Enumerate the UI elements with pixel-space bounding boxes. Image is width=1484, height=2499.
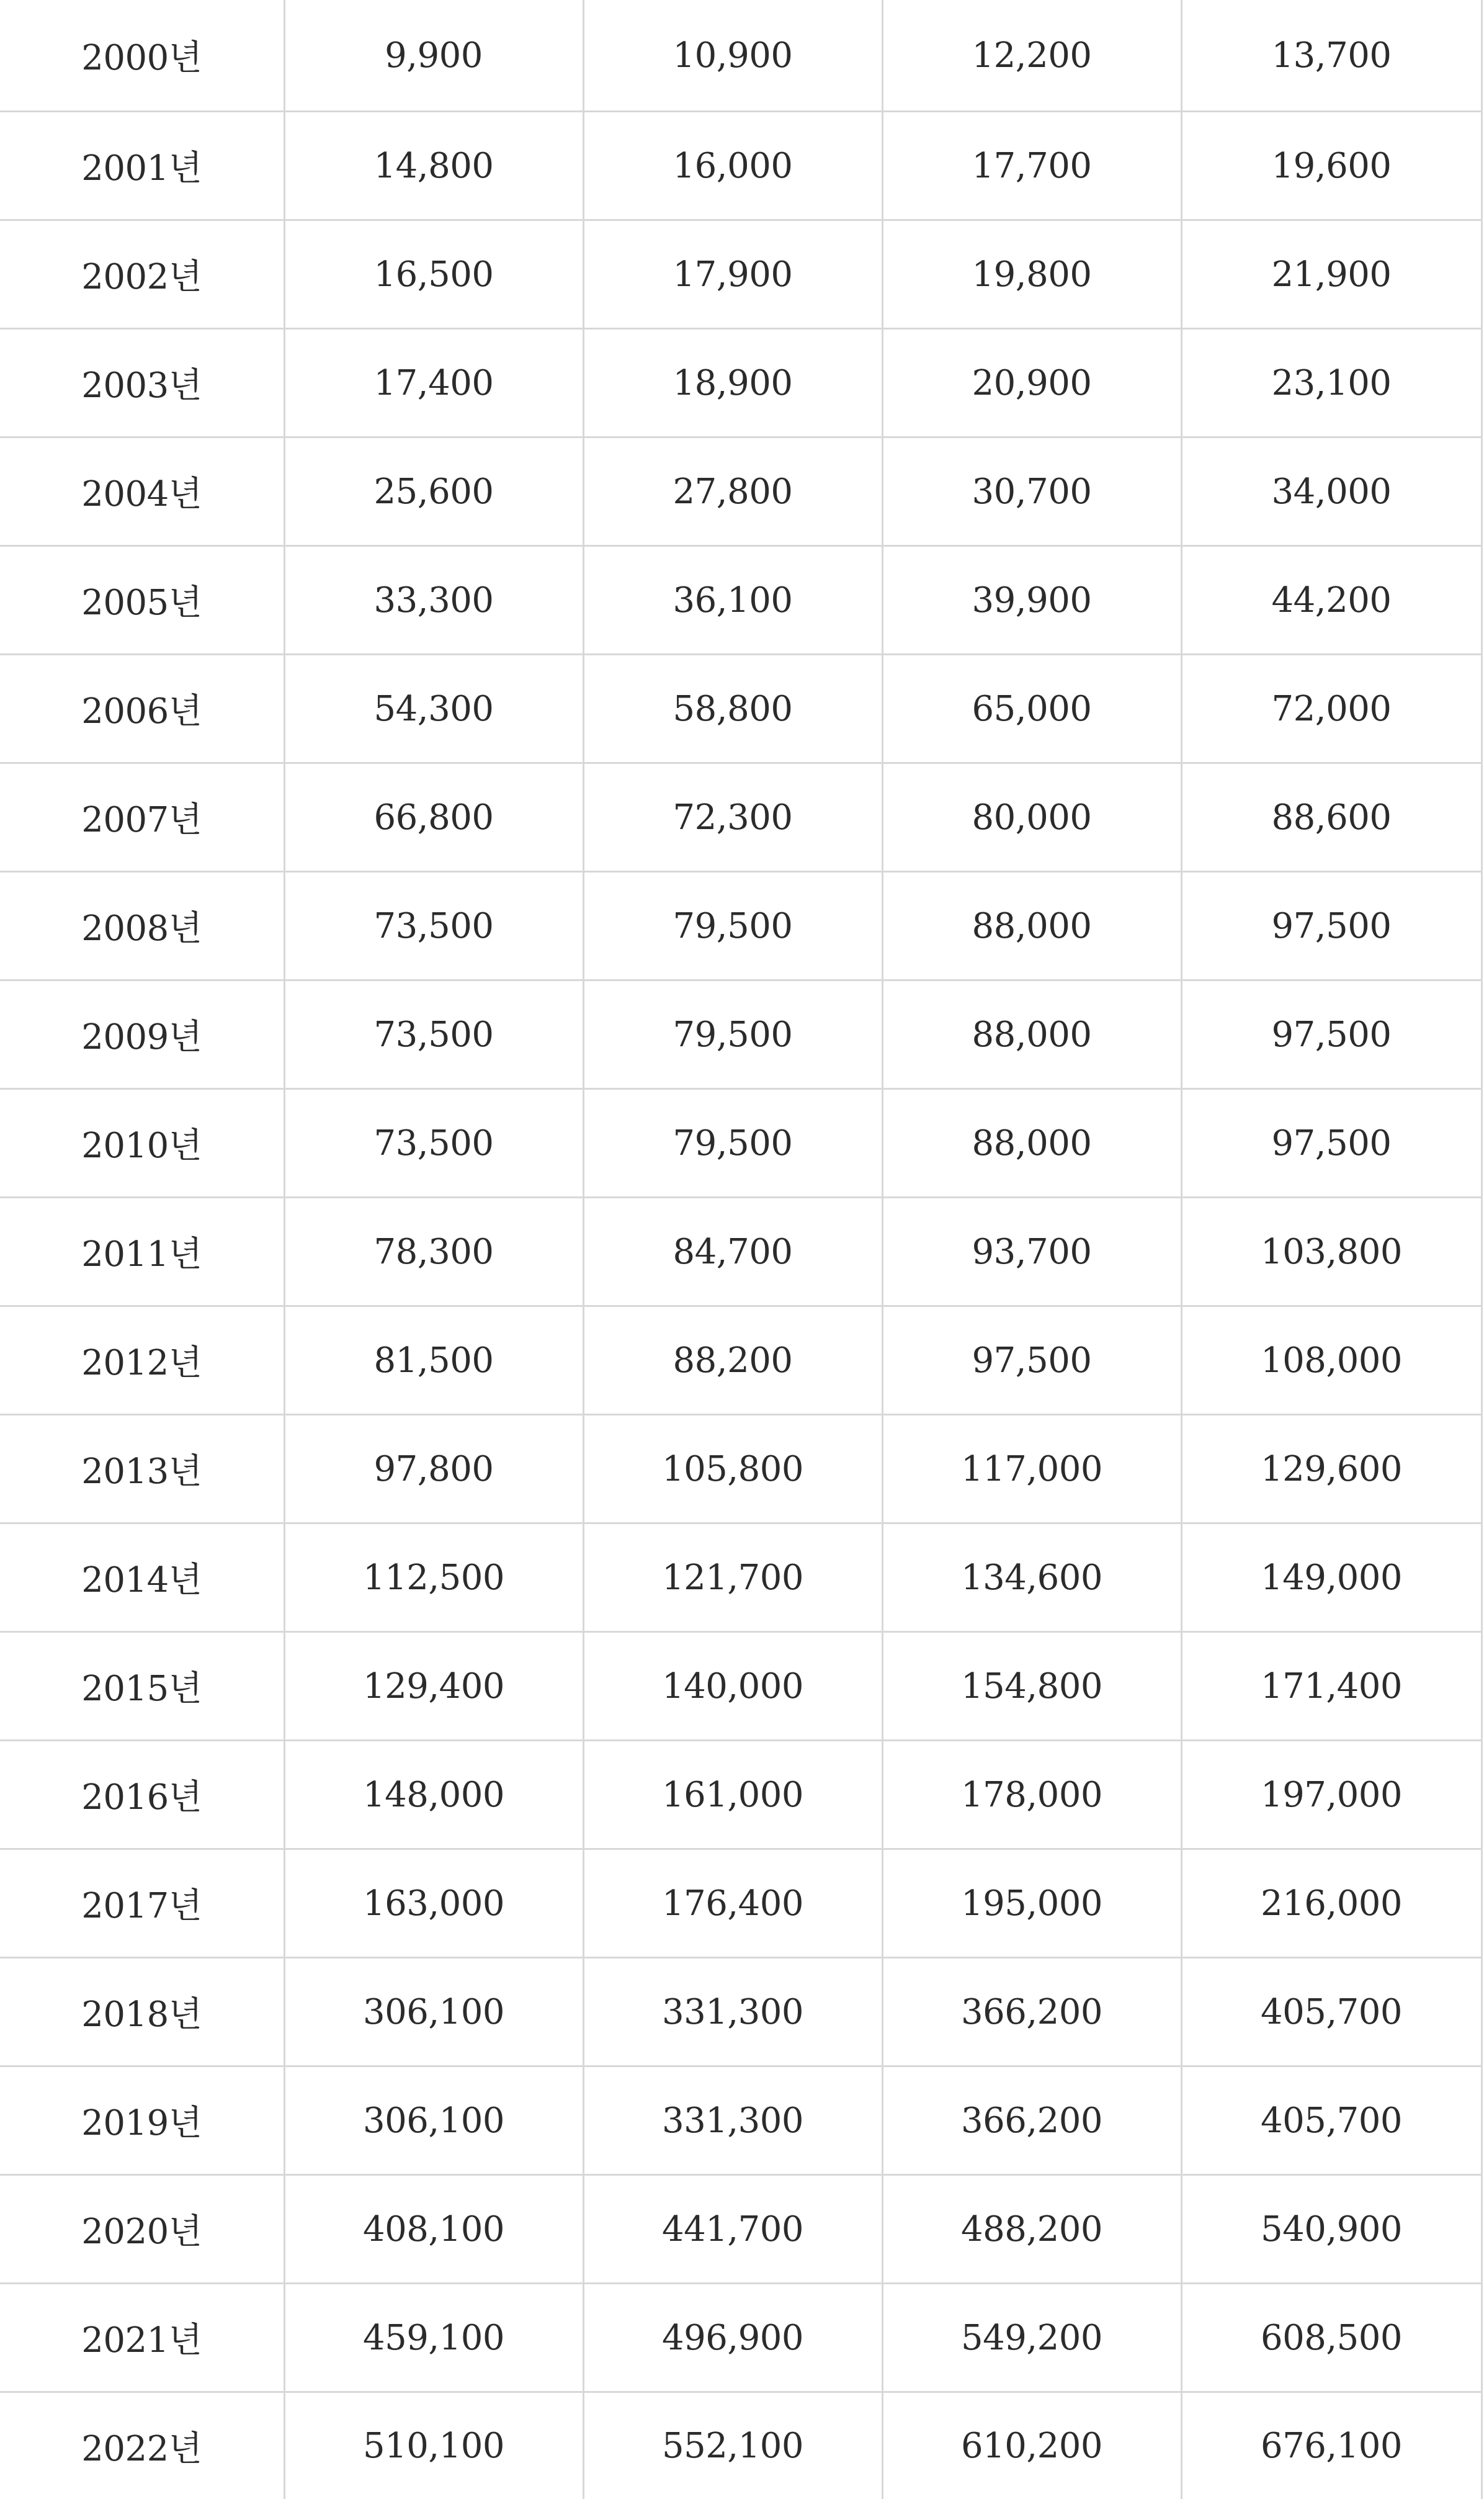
value-cell: 134,600 bbox=[882, 1523, 1181, 1632]
value-cell: 549,200 bbox=[882, 2284, 1181, 2392]
value-cell: 44,200 bbox=[1181, 546, 1482, 655]
value-cell: 72,300 bbox=[583, 763, 882, 872]
value-cell: 36,100 bbox=[583, 546, 882, 655]
value-cell: 105,800 bbox=[583, 1415, 882, 1523]
value-cell: 65,000 bbox=[882, 655, 1181, 763]
value-cell: 306,100 bbox=[284, 2066, 583, 2175]
table-row bbox=[0, 2284, 1482, 2392]
value-cell: 405,700 bbox=[1181, 2066, 1482, 2175]
value-cell: 117,000 bbox=[882, 1415, 1181, 1523]
table-row bbox=[0, 763, 1482, 872]
table-row bbox=[0, 1849, 1482, 1958]
value-cell: 97,500 bbox=[1181, 872, 1482, 980]
value-cell: 97,500 bbox=[882, 1306, 1181, 1415]
year-cell: 2008년 bbox=[0, 872, 284, 980]
table-row bbox=[0, 1198, 1482, 1306]
value-cell: 331,300 bbox=[583, 1958, 882, 2066]
value-cell: 14,800 bbox=[284, 112, 583, 220]
value-cell: 97,500 bbox=[1181, 980, 1482, 1089]
value-cell: 510,100 bbox=[284, 2392, 583, 2499]
value-cell: 195,000 bbox=[882, 1849, 1181, 1958]
value-cell: 17,900 bbox=[583, 220, 882, 329]
value-cell: 88,000 bbox=[882, 872, 1181, 980]
value-cell: 306,100 bbox=[284, 1958, 583, 2066]
value-cell: 19,600 bbox=[1181, 112, 1482, 220]
table-row bbox=[0, 1741, 1482, 1849]
value-cell: 73,500 bbox=[284, 980, 583, 1089]
year-cell: 2015년 bbox=[0, 1632, 284, 1741]
value-cell: 20,900 bbox=[882, 329, 1181, 437]
table-row bbox=[0, 2066, 1482, 2175]
value-cell: 103,800 bbox=[1181, 1198, 1482, 1306]
value-cell: 25,600 bbox=[284, 437, 583, 546]
value-cell: 216,000 bbox=[1181, 1849, 1482, 1958]
value-cell: 16,500 bbox=[284, 220, 583, 329]
year-cell: 2013년 bbox=[0, 1415, 284, 1523]
value-cell: 34,000 bbox=[1181, 437, 1482, 546]
year-cell: 2016년 bbox=[0, 1741, 284, 1849]
year-cell: 2005년 bbox=[0, 546, 284, 655]
value-cell: 23,100 bbox=[1181, 329, 1482, 437]
table-row bbox=[0, 872, 1482, 980]
value-cell: 178,000 bbox=[882, 1741, 1181, 1849]
value-cell: 18,900 bbox=[583, 329, 882, 437]
table-row bbox=[0, 220, 1482, 329]
value-cell: 608,500 bbox=[1181, 2284, 1482, 2392]
value-cell: 148,000 bbox=[284, 1741, 583, 1849]
value-cell: 140,000 bbox=[583, 1632, 882, 1741]
value-cell: 331,300 bbox=[583, 2066, 882, 2175]
value-cell: 93,700 bbox=[882, 1198, 1181, 1306]
table-row bbox=[0, 329, 1482, 437]
table-row bbox=[0, 980, 1482, 1089]
value-cell: 154,800 bbox=[882, 1632, 1181, 1741]
value-cell: 17,700 bbox=[882, 112, 1181, 220]
year-cell: 2003년 bbox=[0, 329, 284, 437]
year-cell: 2006년 bbox=[0, 655, 284, 763]
value-cell: 73,500 bbox=[284, 1089, 583, 1198]
table-row bbox=[0, 0, 1482, 112]
value-cell: 54,300 bbox=[284, 655, 583, 763]
value-cell: 19,800 bbox=[882, 220, 1181, 329]
value-cell: 58,800 bbox=[583, 655, 882, 763]
table-row bbox=[0, 655, 1482, 763]
year-cell: 2004년 bbox=[0, 437, 284, 546]
value-cell: 17,400 bbox=[284, 329, 583, 437]
value-cell: 88,600 bbox=[1181, 763, 1482, 872]
year-cell: 2011년 bbox=[0, 1198, 284, 1306]
year-cell: 2019년 bbox=[0, 2066, 284, 2175]
year-cell: 2022년 bbox=[0, 2392, 284, 2499]
value-cell: 496,900 bbox=[583, 2284, 882, 2392]
value-cell: 10,900 bbox=[583, 0, 882, 112]
value-cell: 33,300 bbox=[284, 546, 583, 655]
table-row bbox=[0, 1306, 1482, 1415]
value-cell: 610,200 bbox=[882, 2392, 1181, 2499]
value-cell: 161,000 bbox=[583, 1741, 882, 1849]
value-cell: 97,800 bbox=[284, 1415, 583, 1523]
table-row bbox=[0, 112, 1482, 220]
value-cell: 366,200 bbox=[882, 2066, 1181, 2175]
value-cell: 13,700 bbox=[1181, 0, 1482, 112]
year-cell: 2014년 bbox=[0, 1523, 284, 1632]
value-cell: 88,000 bbox=[882, 1089, 1181, 1198]
value-cell: 163,000 bbox=[284, 1849, 583, 1958]
table-row bbox=[0, 2392, 1482, 2499]
value-cell: 197,000 bbox=[1181, 1741, 1482, 1849]
value-cell: 121,700 bbox=[583, 1523, 882, 1632]
table-row bbox=[0, 1632, 1482, 1741]
value-cell: 459,100 bbox=[284, 2284, 583, 2392]
value-cell: 81,500 bbox=[284, 1306, 583, 1415]
value-cell: 39,900 bbox=[882, 546, 1181, 655]
value-cell: 84,700 bbox=[583, 1198, 882, 1306]
year-cell: 2020년 bbox=[0, 2175, 284, 2284]
value-cell: 112,500 bbox=[284, 1523, 583, 1632]
year-cell: 2021년 bbox=[0, 2284, 284, 2392]
value-cell: 676,100 bbox=[1181, 2392, 1482, 2499]
table-row bbox=[0, 546, 1482, 655]
value-cell: 176,400 bbox=[583, 1849, 882, 1958]
year-cell: 2009년 bbox=[0, 980, 284, 1089]
value-cell: 73,500 bbox=[284, 872, 583, 980]
value-cell: 108,000 bbox=[1181, 1306, 1482, 1415]
value-cell: 16,000 bbox=[583, 112, 882, 220]
value-cell: 9,900 bbox=[284, 0, 583, 112]
year-cell: 2001년 bbox=[0, 112, 284, 220]
table-row bbox=[0, 1089, 1482, 1198]
value-cell: 408,100 bbox=[284, 2175, 583, 2284]
value-cell: 405,700 bbox=[1181, 1958, 1482, 2066]
value-cell: 552,100 bbox=[583, 2392, 882, 2499]
year-cell: 2000년 bbox=[0, 0, 284, 112]
table-row bbox=[0, 1523, 1482, 1632]
value-cell: 366,200 bbox=[882, 1958, 1181, 2066]
table-row bbox=[0, 1958, 1482, 2066]
value-cell: 79,500 bbox=[583, 872, 882, 980]
value-cell: 171,400 bbox=[1181, 1632, 1482, 1741]
value-cell: 12,200 bbox=[882, 0, 1181, 112]
table-row bbox=[0, 437, 1482, 546]
value-cell: 72,000 bbox=[1181, 655, 1482, 763]
value-cell: 129,600 bbox=[1181, 1415, 1482, 1523]
value-cell: 88,000 bbox=[882, 980, 1181, 1089]
year-cell: 2010년 bbox=[0, 1089, 284, 1198]
table-row bbox=[0, 1415, 1482, 1523]
value-cell: 21,900 bbox=[1181, 220, 1482, 329]
value-cell: 488,200 bbox=[882, 2175, 1181, 2284]
value-cell: 27,800 bbox=[583, 437, 882, 546]
value-cell: 79,500 bbox=[583, 1089, 882, 1198]
year-cell: 2002년 bbox=[0, 220, 284, 329]
value-cell: 129,400 bbox=[284, 1632, 583, 1741]
value-cell: 441,700 bbox=[583, 2175, 882, 2284]
year-cell: 2017년 bbox=[0, 1849, 284, 1958]
table-row bbox=[0, 2175, 1482, 2284]
value-cell: 80,000 bbox=[882, 763, 1181, 872]
year-cell: 2012년 bbox=[0, 1306, 284, 1415]
value-cell: 97,500 bbox=[1181, 1089, 1482, 1198]
value-cell: 540,900 bbox=[1181, 2175, 1482, 2284]
value-cell: 149,000 bbox=[1181, 1523, 1482, 1632]
value-cell: 88,200 bbox=[583, 1306, 882, 1415]
year-cell: 2007년 bbox=[0, 763, 284, 872]
year-cell: 2018년 bbox=[0, 1958, 284, 2066]
value-cell: 79,500 bbox=[583, 980, 882, 1089]
value-cell: 78,300 bbox=[284, 1198, 583, 1306]
value-cell: 30,700 bbox=[882, 437, 1181, 546]
value-cell: 66,800 bbox=[284, 763, 583, 872]
